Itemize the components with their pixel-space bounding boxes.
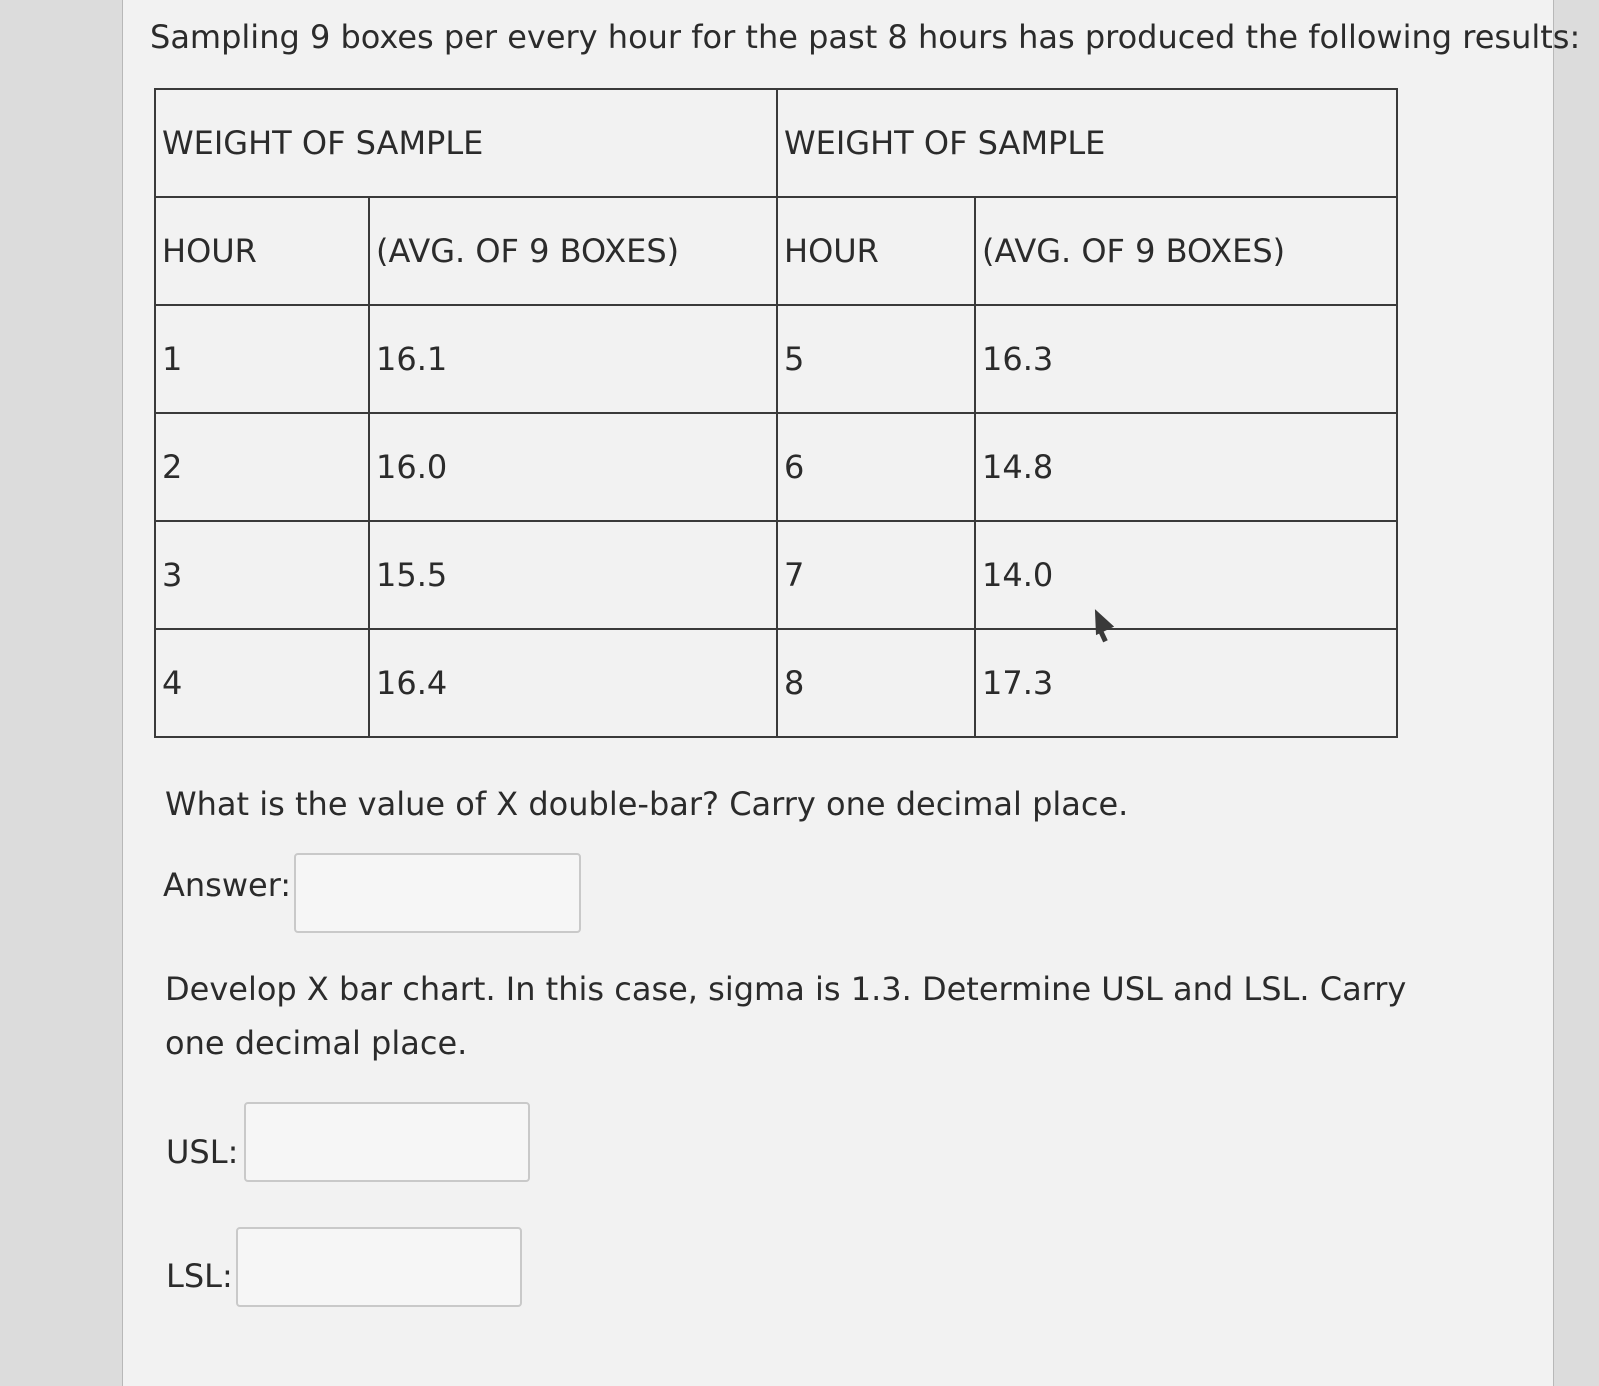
question-xbar-text: What is the value of X double-bar? Carry one decimal place.	[165, 785, 1129, 823]
header-hour-right: HOUR	[777, 197, 975, 305]
answer-input[interactable]	[294, 853, 581, 933]
question-usl-lsl-text: Develop X bar chart. In this case, sigma is 1.3. Determine USL and LSL. Carry one decimal place.	[165, 970, 1407, 1062]
table-cell: 16.1	[369, 305, 777, 413]
lsl-input[interactable]	[236, 1227, 522, 1307]
table-cell: 8	[777, 629, 975, 737]
table-cell: 14.8	[975, 413, 1397, 521]
table-cell: 7	[777, 521, 975, 629]
table-cell: 16.3	[975, 305, 1397, 413]
question-intro: Sampling 9 boxes per every hour for the past 8 hours has produced the following results:	[150, 18, 1581, 56]
table-row	[155, 521, 1397, 629]
header-hour-left: HOUR	[155, 197, 369, 305]
group-header-right: WEIGHT OF SAMPLE	[777, 89, 1397, 197]
group-header-left: WEIGHT OF SAMPLE	[155, 89, 777, 197]
table-cell: 14.0	[975, 521, 1397, 629]
usl-input[interactable]	[244, 1102, 530, 1182]
table-cell: 6	[777, 413, 975, 521]
table-row	[155, 629, 1397, 737]
table-sub-header-row	[155, 197, 1397, 305]
usl-label: USL:	[166, 1133, 239, 1171]
table-cell: 1	[155, 305, 369, 413]
table-cell: 4	[155, 629, 369, 737]
table-cell: 2	[155, 413, 369, 521]
answer-label: Answer:	[163, 866, 292, 904]
table-cell: 3	[155, 521, 369, 629]
table-group-header-row	[155, 89, 1397, 197]
table-cell: 5	[777, 305, 975, 413]
header-avg-left: (AVG. OF 9 BOXES)	[369, 197, 777, 305]
header-avg-right: (AVG. OF 9 BOXES)	[975, 197, 1397, 305]
table-row	[155, 413, 1397, 521]
table-cell: 17.3	[975, 629, 1397, 737]
table-cell: 15.5	[369, 521, 777, 629]
weight-sample-table	[154, 88, 1398, 738]
table-cell: 16.0	[369, 413, 777, 521]
lsl-label: LSL:	[166, 1257, 233, 1295]
table-row	[155, 305, 1397, 413]
table-cell: 16.4	[369, 629, 777, 737]
